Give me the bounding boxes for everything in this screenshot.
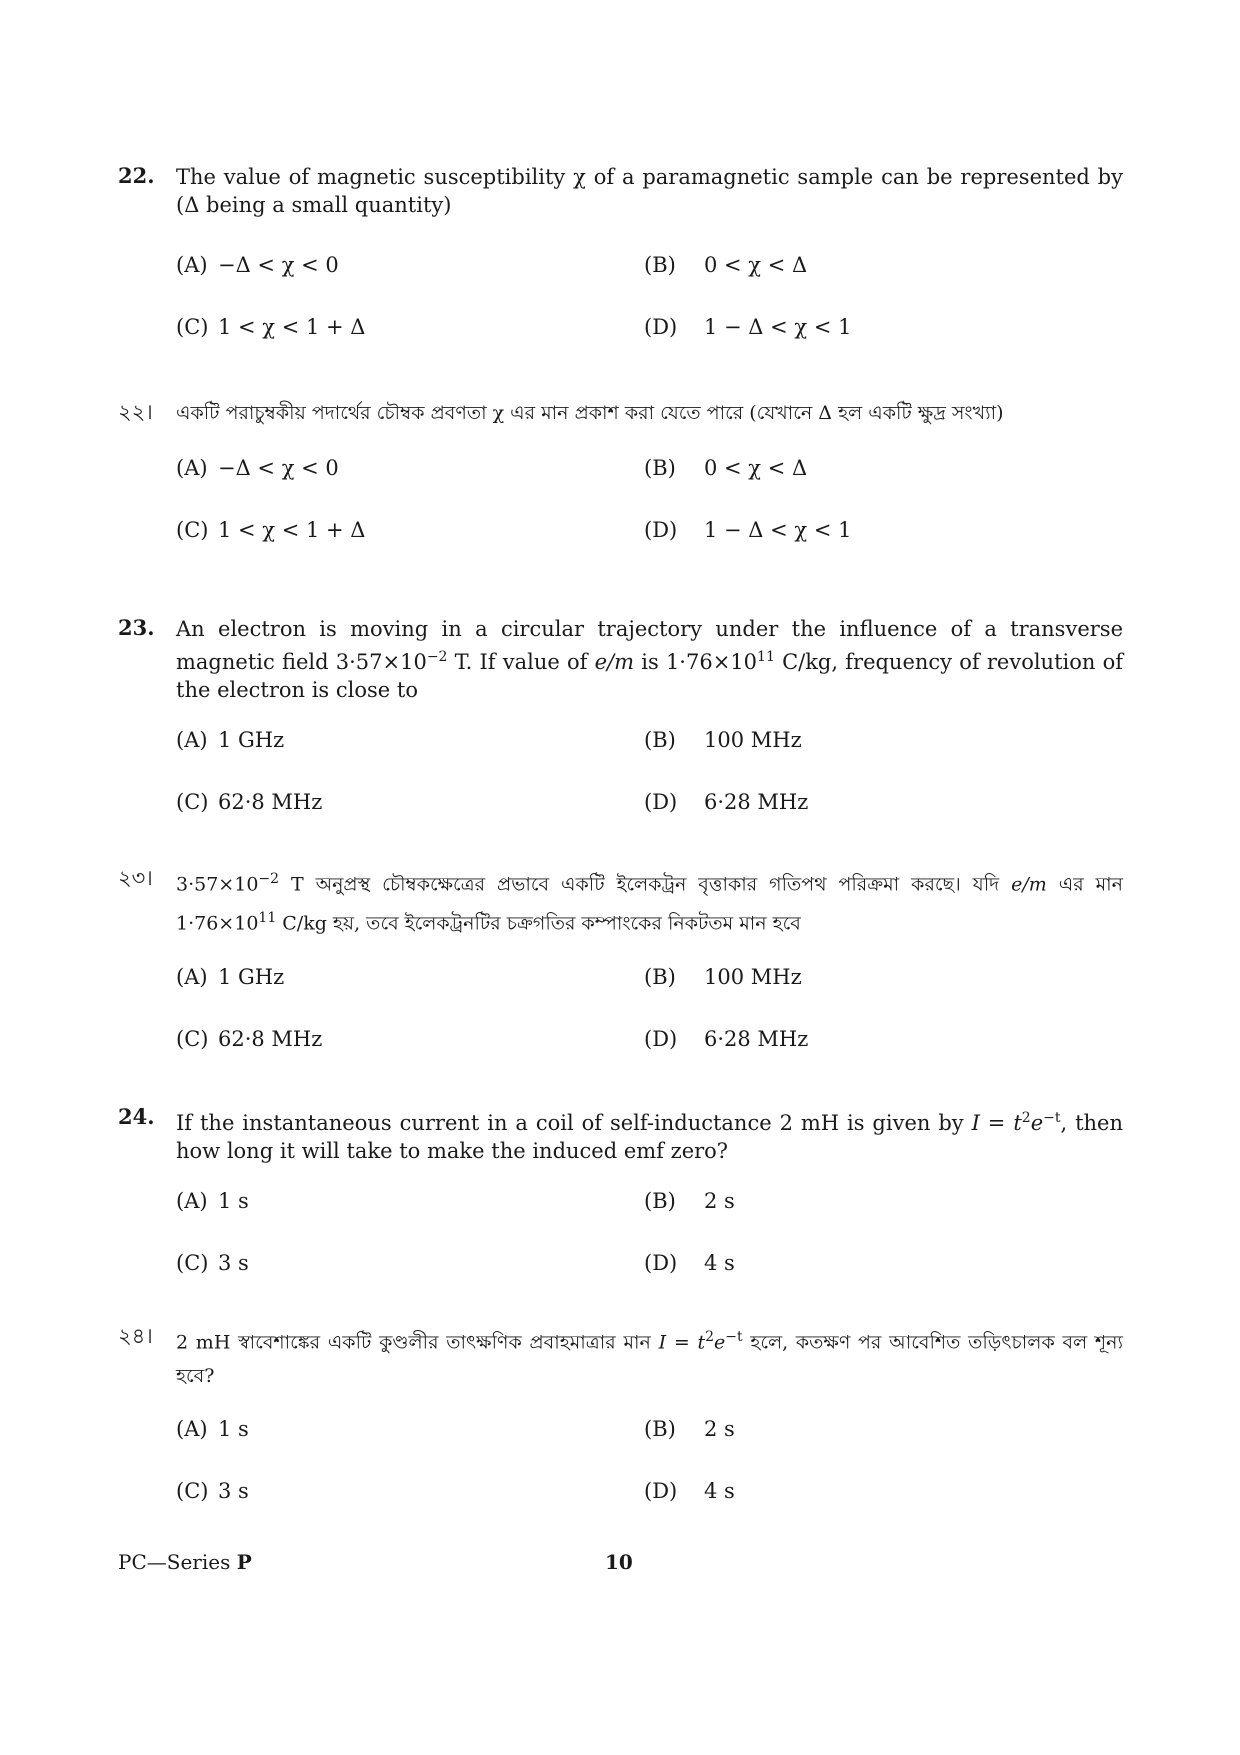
options [176,219,1123,359]
series-label: PC—Series P [118,1550,252,1574]
option-a[interactable]: (A) 1 s [176,1417,249,1442]
question-text: The value of magnetic susceptibility χ of a paramagnetic sample can be represented by (Δ being a small quantity) [176,165,1123,217]
option-c[interactable]: (C) 1 < χ < 1 + Δ [176,315,366,339]
option-d[interactable]: (D) 6·28 MHz [644,790,809,814]
option-b[interactable]: (B) 2 s [644,1417,735,1442]
options [176,1165,1123,1285]
option-a[interactable]: (A) 1 GHz [176,728,285,752]
option-b[interactable]: (B) 2 s [644,1189,735,1213]
option-d[interactable]: (D) 1 − Δ < χ < 1 [644,315,852,339]
option-b[interactable]: (B) 0 < χ < Δ [644,456,808,480]
question-number: 22. [118,163,155,188]
options [176,430,1123,560]
option-a[interactable]: (A) −Δ < χ < 0 [176,456,339,480]
question-text: একটি পরাচুম্বকীয় পদার্থের চৌম্বক প্রবণতা χ এর মান প্রকাশ করা যেতে পারে (যেখানে Δ হল একটি ক্ষুদ্র সংখ্যা) [176,402,1004,424]
option-b[interactable]: (B) 100 MHz [644,964,802,989]
option-c[interactable]: (C) 1 < χ < 1 + Δ [176,518,366,542]
option-a[interactable]: (A) 1 GHz [176,964,285,989]
option-d[interactable]: (D) 4 s [644,1479,735,1504]
option-b[interactable]: (B) 0 < χ < Δ [644,253,808,277]
question-22 [118,163,1123,359]
question-text: $3\cdot 57\times 10^{-2}$ T অনুপ্রস্থ চৌম্বকক্ষেত্রের প্রভাবে একটি ইলেকট্রন বৃত্তাকার গতিপথ পরিক্রমা করছে। যদি e/m এর মান $1\cdot 76\times 10^{11}$ C/kg হয়, তবে ইলেকট্রনটির চক্রগতির কম্পাংকের নিকটতম মান হবে [176,871,1123,935]
question-number: ২৪। [118,1324,153,1348]
option-c[interactable]: (C) 3 s [176,1251,249,1275]
options [176,941,1123,1061]
option-a[interactable]: (A) 1 s [176,1189,249,1213]
question-23 [118,615,1123,824]
option-c[interactable]: (C) 3 s [176,1479,249,1504]
options [176,704,1123,824]
question-24-bengali [118,1320,1123,1513]
question-text: If the instantaneous current in a coil of self-inductance 2 mH is given by $I = t^2e^{-t}$, then how long it will take to make the induced emf zero? [176,1110,1123,1163]
page-number: 10 [605,1550,633,1574]
question-24 [118,1104,1123,1285]
question-text: 2 mH স্বাবেশাঙ্কের একটি কুণ্ডলীর তাৎক্ষণিক প্রবাহমাত্রার মান $I = t^2e^{-t}$ হলে, কতক্ষণ পর আবেশিত তড়িৎচালক বল শূন্য হবে? [176,1329,1124,1388]
question-number: 23. [118,615,155,640]
option-d[interactable]: (D) 4 s [644,1251,735,1275]
question-number: 24. [118,1104,155,1129]
option-d[interactable]: (D) 6·28 MHz [644,1026,809,1051]
options [176,1393,1123,1513]
question-number: ২২। [118,400,153,424]
option-a[interactable]: (A) −Δ < χ < 0 [176,253,339,277]
option-b[interactable]: (B) 100 MHz [644,728,802,752]
question-22-bengali [118,396,1123,560]
question-number: ২৩। [118,866,153,890]
question-text: An electron is moving in a circular trajectory under the influence of a transverse magnetic field $3\cdot 57\times 10^{-2}$ T. If value of e/m is $1\cdot 76\times 10^{11}$ C/kg, frequency of revolution of the electron is close to [176,617,1124,702]
option-c[interactable]: (C) 62·8 MHz [176,790,323,814]
option-d[interactable]: (D) 1 − Δ < χ < 1 [644,518,852,542]
question-23-bengali [118,862,1123,1061]
option-c[interactable]: (C) 62·8 MHz [176,1026,323,1051]
